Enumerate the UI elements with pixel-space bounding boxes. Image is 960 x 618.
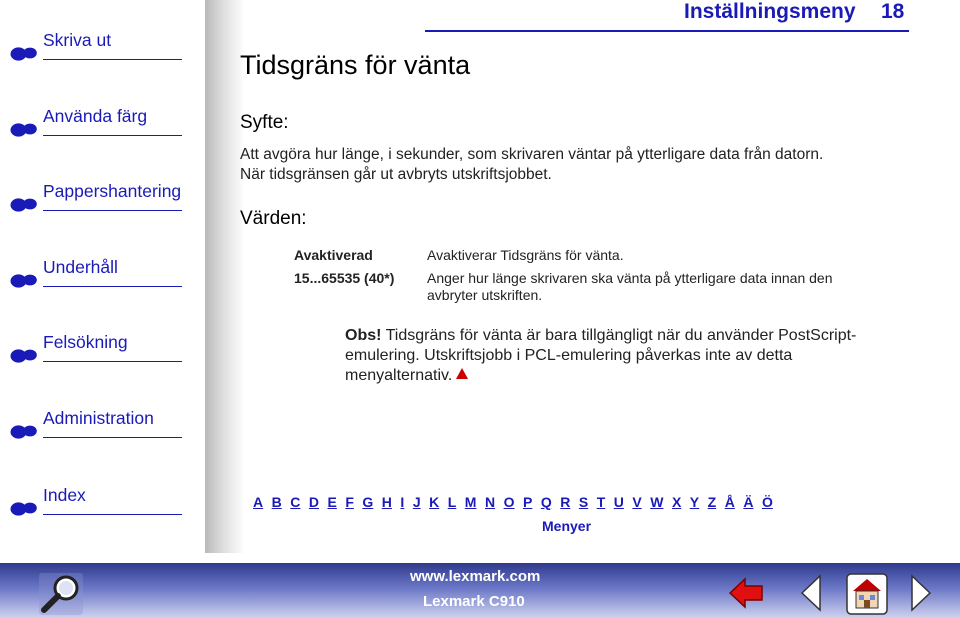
back-arrow-icon[interactable] (728, 575, 764, 611)
sidebar-item-label: Felsökning (43, 332, 128, 352)
sidebar-nav (0, 0, 205, 553)
purpose-line: När tidsgränsen går ut avbryts utskriftsjobbet. (240, 166, 552, 183)
index-letter-link[interactable]: D (308, 494, 319, 510)
purpose-text (240, 145, 823, 185)
index-letter-link[interactable]: Z (707, 494, 717, 510)
sidebar-item-maintenance[interactable] (10, 257, 182, 291)
divider (43, 514, 182, 515)
index-letter-link[interactable]: L (447, 494, 457, 510)
index-letter-link[interactable]: H (381, 494, 392, 510)
index-letter-link[interactable]: Q (540, 494, 552, 510)
purpose-line: Att avgöra hur länge, i sekunder, som skrivaren väntar på ytterligare data från datorn. (240, 146, 824, 163)
sidebar-item-color[interactable] (10, 106, 182, 140)
index-letter-link[interactable]: W (650, 494, 664, 510)
bullet-icon (10, 500, 38, 517)
sidebar-item-label: Använda färg (43, 106, 148, 126)
index-letter-link[interactable]: M (464, 494, 477, 510)
section-title: Inställningsmeny (684, 0, 856, 23)
menus-link[interactable]: Menyer (542, 518, 592, 534)
index-letter-link[interactable]: E (327, 494, 337, 510)
index-letter-link[interactable]: U (613, 494, 624, 510)
index-letter-link[interactable]: I (400, 494, 405, 510)
value-key: 15...65535 (40*) (294, 270, 395, 286)
magnifier-icon[interactable] (38, 572, 84, 616)
sidebar-item-label: Skriva ut (43, 30, 112, 50)
index-letter-link[interactable]: Ö (761, 494, 773, 510)
index-letter-link[interactable]: A (253, 494, 264, 510)
divider (43, 361, 182, 362)
index-letter-link[interactable]: Å (724, 494, 735, 510)
previous-page-icon[interactable] (800, 574, 822, 612)
index-letter-link[interactable]: X (671, 494, 682, 510)
index-letter-link[interactable]: N (484, 494, 496, 510)
index-letter-link[interactable]: K (429, 494, 440, 510)
bullet-icon (10, 347, 38, 364)
bullet-icon (10, 45, 38, 62)
website-link[interactable]: www.lexmark.com (410, 568, 541, 585)
divider (43, 135, 182, 136)
sidebar-item-label: Administration (43, 408, 154, 428)
sidebar-item-label: Index (43, 485, 86, 505)
index-letter-link[interactable]: P (522, 494, 533, 510)
alphabet-index (253, 494, 781, 512)
home-icon[interactable] (845, 572, 889, 616)
value-description: Avaktiverar Tidsgräns för vänta. (427, 247, 624, 263)
index-letter-link[interactable]: V (632, 494, 642, 510)
index-letter-link[interactable]: S (578, 494, 589, 510)
index-letter-link[interactable]: C (290, 494, 301, 510)
note-text: Tidsgräns för vänta är bara tillgängligt när du använder PostScript-emulering. Utskriftsjobb i PCL-emulering påverkas inte av detta menyalternativ. (345, 327, 857, 384)
sidebar-item-troubleshooting[interactable] (10, 332, 182, 366)
sidebar-item-label: Pappershantering (43, 181, 182, 201)
printer-model: Lexmark C910 (423, 593, 525, 610)
index-letter-link[interactable]: O (503, 494, 515, 510)
note (345, 326, 865, 386)
sidebar-item-index[interactable] (10, 485, 182, 519)
values-heading: Värden: (240, 208, 307, 229)
header-divider (425, 30, 909, 32)
index-letter-link[interactable]: G (362, 494, 374, 510)
bullet-icon (10, 196, 38, 213)
value-description: Anger hur länge skrivaren ska vänta på ytterligare data innan den avbryter utskriften. (427, 270, 833, 303)
footer-bar (0, 563, 960, 618)
index-letter-link[interactable]: J (412, 494, 421, 510)
bullet-icon (10, 121, 38, 138)
bullet-icon (10, 423, 38, 440)
sidebar-shadow (205, 0, 245, 553)
index-letter-link[interactable]: Ä (743, 494, 754, 510)
bullet-icon (10, 272, 38, 289)
index-letter-link[interactable]: T (596, 494, 606, 510)
sidebar-item-paper-handling[interactable] (10, 181, 182, 215)
index-letter-link[interactable]: F (345, 494, 354, 510)
divider (43, 286, 182, 287)
next-page-icon[interactable] (910, 574, 932, 612)
sidebar-item-administration[interactable] (10, 408, 182, 442)
divider (43, 437, 182, 438)
divider (43, 59, 182, 60)
page-title: Tidsgräns för vänta (240, 50, 471, 80)
sidebar-item-label: Underhåll (43, 257, 118, 277)
divider (43, 210, 182, 211)
up-arrow-icon[interactable] (456, 368, 468, 379)
purpose-heading: Syfte: (240, 112, 289, 133)
index-letter-link[interactable]: Y (689, 494, 700, 510)
note-label: Obs! (345, 327, 382, 344)
index-letter-link[interactable]: R (560, 494, 571, 510)
index-letter-link[interactable]: B (271, 494, 282, 510)
sidebar-item-print[interactable] (10, 30, 182, 64)
value-key: Avaktiverad (294, 247, 373, 263)
page-number: 18 (881, 0, 905, 23)
